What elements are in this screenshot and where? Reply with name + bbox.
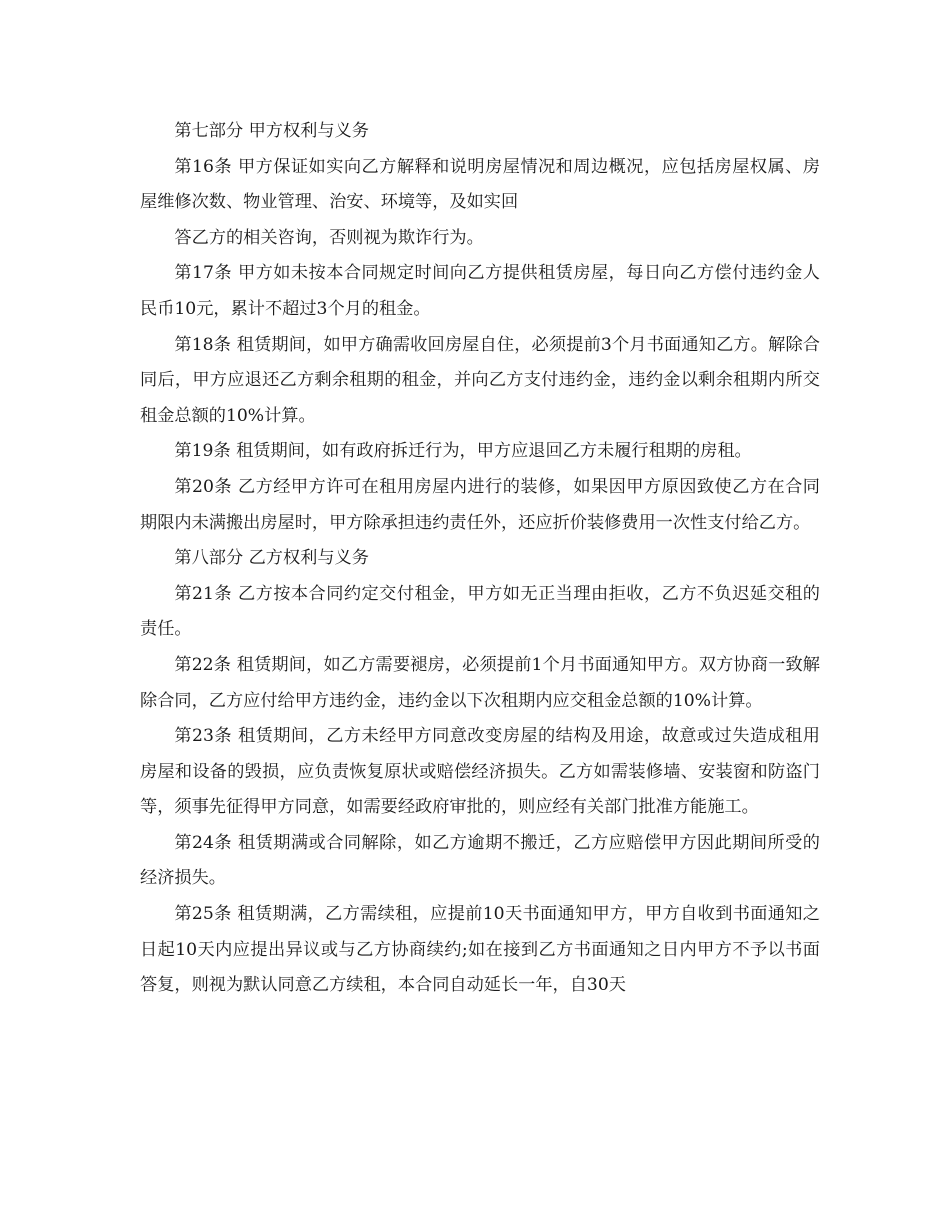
clause-16-continued: 答乙方的相关咨询，否则视为欺诈行为。: [174, 227, 484, 248]
clause-16: 第16条 甲方保证如实向乙方解释和说明房屋情况和周边概况，应包括房屋权属、房屋维修次数、物业管理、治安、环境等，及如实回: [140, 156, 820, 213]
clause-19: 第19条 租赁期间，如有政府拆迁行为，甲方应退回乙方未履行租期的房租。: [174, 441, 752, 462]
clause-18: 第18条 租赁期间，如甲方确需收回房屋自住，必须提前3个月书面通知乙方。解除合同后，甲方应退还乙方剩余租期的租金，并向乙方支付违约金，违约金以剩余租期内所交租金总额的10%计算。: [140, 334, 820, 426]
section-heading-part-7: 第七部分 甲方权利与义务: [174, 121, 369, 141]
section-heading-part-8: 第八部分 乙方权利与义务: [174, 548, 369, 569]
clause-17: 第17条 甲方如未按本合同规定时间向乙方提供租赁房屋，每日向乙方偿付违约金人民币10元，累计不超过3个月的租金。: [140, 263, 820, 319]
clause-21: 第21条 乙方按本合同约定交付租金，甲方如无正当理由拒收，乙方不负迟延交租的责任。: [140, 583, 820, 640]
clause-25: 第25条 租赁期满，乙方需续租，应提前10天书面通知甲方，甲方自收到书面通知之日起10天内应提出异议或与乙方协商续约;如在接到乙方书面通知之日内甲方不予以书面答复，则视为默认同意乙方续租，本合同自动延长一年，自30天: [140, 904, 820, 996]
document-body: [140, 114, 820, 1004]
clause-24: 第24条 租赁期满或合同解除，如乙方逾期不搬迁，乙方应赔偿甲方因此期间所受的经济损失。: [140, 832, 820, 889]
clause-20: 第20条 乙方经甲方许可在租用房屋内进行的装修，如果因甲方原因致使乙方在合同期限内未满搬出房屋时，甲方除承担违约责任外，还应折价装修费用一次性支付给乙方。: [140, 476, 820, 533]
clause-22: 第22条 租赁期间，如乙方需要褪房，必须提前1个月书面通知甲方。双方协商一致解除合同，乙方应付给甲方违约金，违约金以下次租期内应交租金总额的10%计算。: [140, 654, 820, 711]
clause-23: 第23条 租赁期间，乙方未经甲方同意改变房屋的结构及用途，故意或过失造成租用房屋和设备的毁损，应负责恢复原状或赔偿经济损失。乙方如需装修墙、安装窗和防盗门等，须事先征得甲方同意，如需要经政府审批的，则应经有关部门批准方能施工。: [140, 726, 820, 818]
